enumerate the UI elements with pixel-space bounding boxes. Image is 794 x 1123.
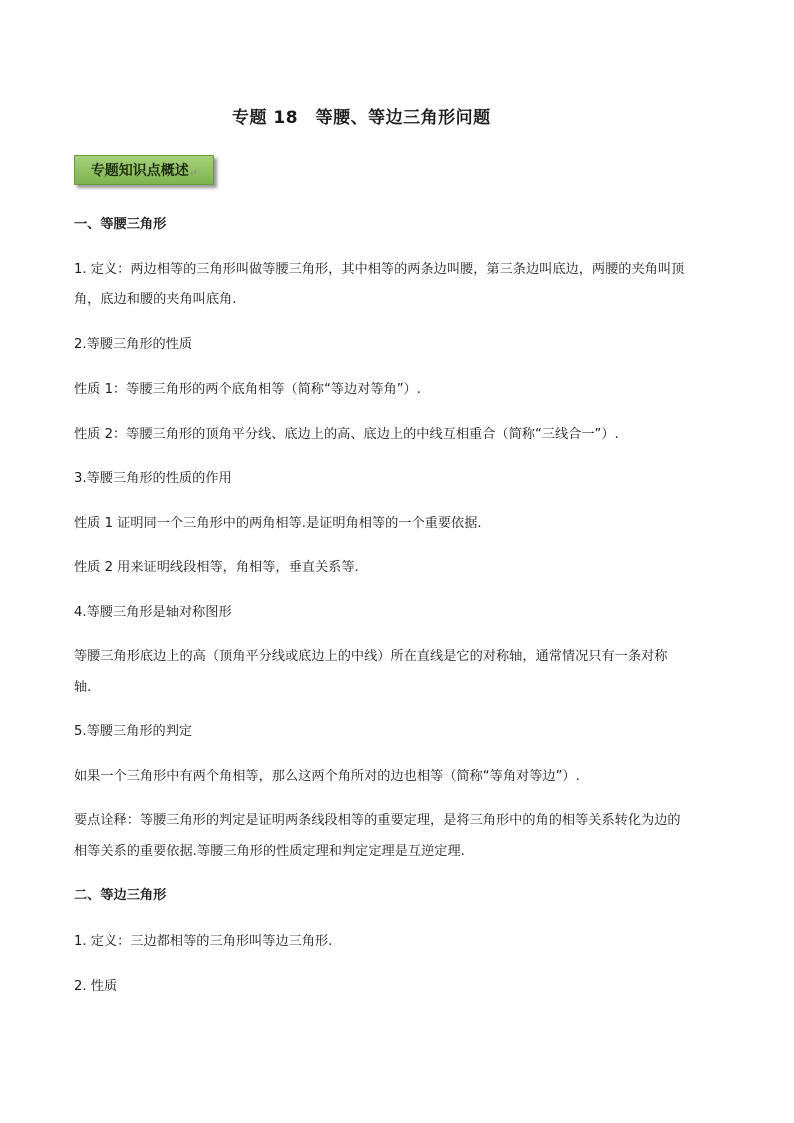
- text-line: 1. 定义：两边相等的三角形叫做等腰三角形，其中相等的两条边叫腰，第三条边叫底边，两腰的夹角叫顶: [74, 262, 685, 277]
- section-heading: 二、等边三角形: [74, 888, 167, 903]
- text-line: 要点诠释：等腰三角形的判定是证明两条线段相等的重要定理，是将三角形中的角的相等关系转化为边的: [74, 813, 681, 828]
- text-line: 1. 定义：三边都相等的三角形叫等边三角形.: [74, 934, 333, 949]
- text-line: 轴.: [74, 680, 92, 695]
- text-line: 相等关系的重要依据.等腰三角形的性质定理和判定定理是互逆定理.: [74, 844, 465, 859]
- text-line: 3.等腰三角形的性质的作用: [74, 471, 232, 486]
- section-heading: 一、等腰三角形: [74, 217, 167, 232]
- section-badge: [74, 155, 214, 185]
- badge-label: 专题知识点概述: [90, 163, 189, 179]
- text-line: 2. 性质: [74, 979, 118, 994]
- text-line: 角，底边和腰的夹角叫底角.: [74, 292, 237, 307]
- text-line: 等腰三角形底边上的高（顶角平分线或底边上的中线）所在直线是它的对称轴，通常情况只有一条对称: [74, 649, 668, 664]
- paragraph-mark-icon: ↵: [189, 169, 198, 179]
- text-line: 5.等腰三角形的判定: [74, 724, 193, 739]
- text-line: 性质 1 证明同一个三角形中的两角相等.是证明角相等的一个重要依据.: [74, 516, 482, 531]
- text-line: 4.等腰三角形是轴对称图形: [74, 605, 232, 620]
- text-line: 性质 2：等腰三角形的顶角平分线、底边上的高、底边上的中线互相重合（简称“三线合一”）.: [74, 427, 619, 442]
- text-line: 2.等腰三角形的性质: [74, 337, 193, 352]
- text-line: 性质 2 用来证明线段相等，角相等，垂直关系等.: [74, 560, 359, 575]
- text-line: 性质 1：等腰三角形的两个底角相等（简称“等边对等角”）.: [74, 382, 421, 397]
- page-title: 专题 18 等腰、等边三角形问题: [232, 108, 491, 128]
- text-line: 如果一个三角形中有两个角相等，那么这两个角所对的边也相等（简称“等角对等边”）.: [74, 769, 580, 784]
